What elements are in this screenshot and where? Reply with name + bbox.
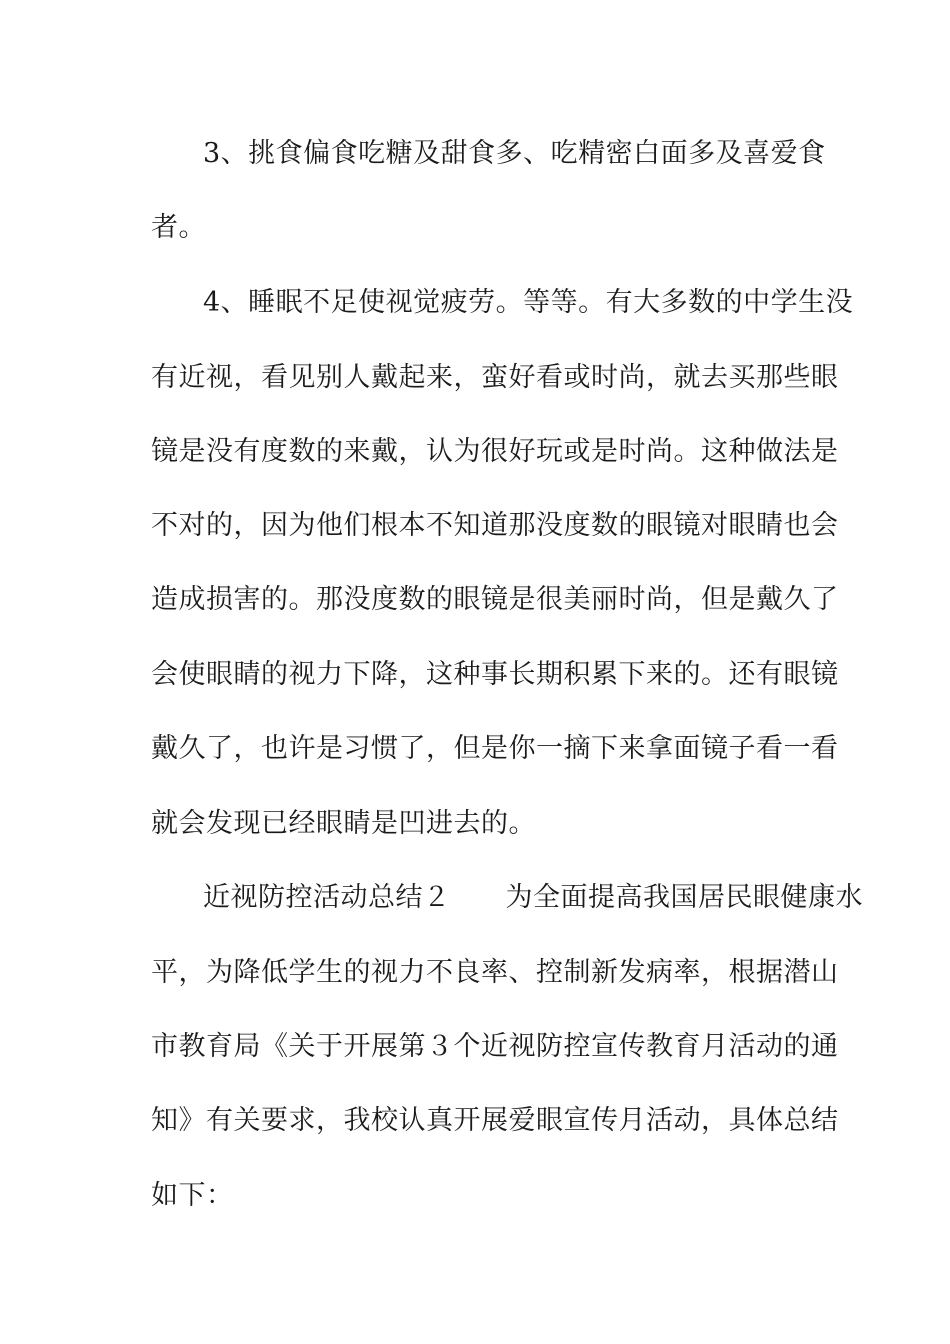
- paragraph-line: 戴久了，也许是习惯了，但是你一摘下来拿面镜子看一看: [151, 733, 839, 764]
- paragraph-line: 知》有关要求，我校认真开展爱眼宣传月活动，具体总结: [151, 1105, 839, 1136]
- section-heading-line: 近视防控活动总结２ 为全面提高我国居民眼健康水: [203, 882, 863, 913]
- paragraph-line: 3、挑食偏食吃糖及甜食多、吃精密白面多及喜爱食: [203, 138, 826, 169]
- paragraph-line: 镜是没有度数的来戴，认为很好玩或是时尚。这种做法是: [151, 436, 839, 467]
- paragraph-line: 者。: [151, 212, 206, 243]
- paragraph-line: 有近视，看见别人戴起来，蛮好看或时尚，就去买那些眼: [151, 362, 839, 393]
- paragraph-line: 不对的，因为他们根本不知道那没度数的眼镜对眼睛也会: [151, 510, 839, 541]
- paragraph-line: 市教育局《关于开展第３个近视防控宣传教育月活动的通: [151, 1031, 839, 1062]
- paragraph-line: 4、睡眠不足使视觉疲劳。等等。有大多数的中学生没: [203, 287, 854, 318]
- paragraph-line: 就会发现已经眼睛是凹进去的。: [151, 808, 536, 839]
- paragraph-line: 平，为降低学生的视力不良率、控制新发病率，根据潜山: [151, 957, 839, 988]
- paragraph-line: 如下：: [151, 1180, 234, 1211]
- paragraph-line: 造成损害的。那没度数的眼镜是很美丽时尚，但是戴久了: [151, 584, 839, 615]
- paragraph-line: 会使眼睛的视力下降，这种事长期积累下来的。还有眼镜: [151, 659, 839, 690]
